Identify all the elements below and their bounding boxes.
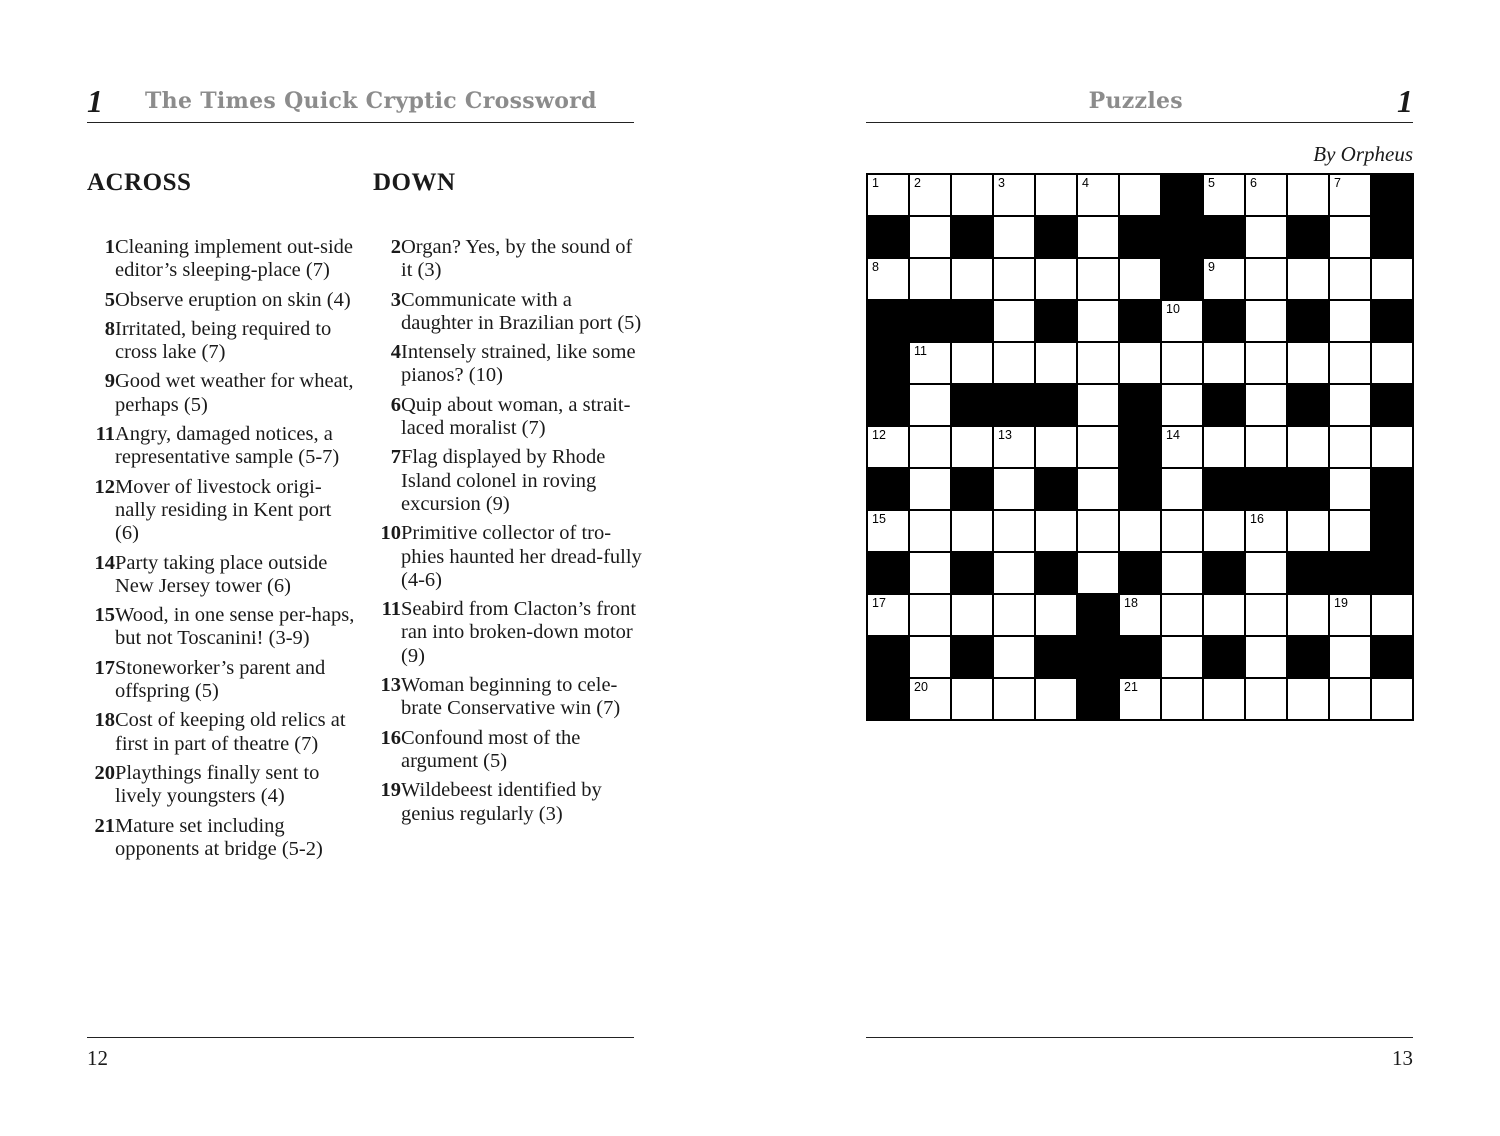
grid-cell[interactable] [994,511,1034,551]
grid-cell[interactable] [1372,427,1412,467]
grid-cell[interactable] [910,469,950,509]
grid-cell[interactable] [910,637,950,677]
grid-cell[interactable] [952,511,992,551]
grid-cell[interactable] [1036,343,1076,383]
grid-cell[interactable] [1246,385,1286,425]
clue-text: Good wet weather for wheat, perhaps (5) [115,370,354,416]
grid-cell[interactable] [1120,511,1160,551]
cell-number: 17 [872,596,886,610]
puzzle-number: 1 [87,83,103,119]
grid-cell[interactable] [1162,595,1202,635]
clue-text: Woman beginning to cele-brate Conservative win (7) [401,674,621,720]
clue-text: Quip about woman, a strait-laced moralist (7) [401,393,631,440]
clue-number: 14 [94,551,115,574]
down-clue [373,394,643,441]
black-square [868,301,908,341]
clue-text: Wood, in one sense per-haps, but not Toscanini! (3-9) [115,604,355,650]
clue-number: 1 [104,236,115,258]
cell-number: 16 [1250,512,1264,526]
cell-number: 2 [914,176,921,190]
down-clue [373,341,643,388]
grid-cell[interactable] [1246,301,1286,341]
grid-cell[interactable] [1204,595,1244,635]
black-square [1288,469,1328,509]
across-clue [87,370,357,417]
across-heading: ACROSS [87,169,192,196]
clue-number: 11 [381,598,401,621]
grid-cell[interactable] [1330,595,1370,635]
grid-cell[interactable] [1162,679,1202,719]
across-clue [87,604,357,651]
grid-cell[interactable] [1078,385,1118,425]
grid-cell[interactable] [910,427,950,467]
crossword-grid [866,173,1414,721]
grid-cell[interactable] [1162,343,1202,383]
grid-cell[interactable] [868,259,908,299]
clue-number: 4 [390,341,401,364]
grid-cell[interactable] [1330,175,1370,215]
across-clue [87,709,357,756]
across-clue [87,236,357,283]
grid-cell[interactable] [1330,343,1370,383]
grid-cell[interactable] [1372,343,1412,383]
black-square [952,637,992,677]
down-clues-column [373,168,643,832]
cell-number: 21 [1124,680,1138,694]
black-square [1162,259,1202,299]
clue-text: Mature set including opponents at bridge (5-2) [115,814,323,860]
grid-cell[interactable] [1288,175,1328,215]
cell-number: 14 [1166,428,1180,442]
grid-cell[interactable] [1078,427,1118,467]
black-square [1120,469,1160,509]
clue-number: 7 [390,446,401,469]
down-clue [373,674,643,721]
grid-cell[interactable] [994,259,1034,299]
cell-number: 11 [914,344,927,358]
across-clues-column [87,168,357,867]
clue-number: 3 [390,288,401,311]
across-clue [87,289,357,312]
clue-number: 5 [104,288,115,311]
black-square [952,553,992,593]
down-heading: DOWN [373,169,456,196]
black-square [1036,553,1076,593]
black-square [952,469,992,509]
black-square [1288,553,1328,593]
grid-cell[interactable] [1078,469,1118,509]
clue-number: 10 [380,522,401,545]
grid-cell[interactable] [1120,175,1160,215]
across-clue [87,318,357,365]
down-clue-list [373,236,643,826]
grid-cell[interactable] [868,175,908,215]
grid-cell[interactable] [1036,427,1076,467]
grid-cell[interactable] [910,553,950,593]
black-square [1288,385,1328,425]
grid-cell[interactable] [994,469,1034,509]
grid-cell[interactable] [994,217,1034,257]
grid-cell[interactable] [1078,343,1118,383]
clue-number: 20 [94,761,115,784]
grid-cell[interactable] [952,427,992,467]
cell-number: 15 [872,512,886,526]
grid-cell[interactable] [952,679,992,719]
black-square [1204,217,1244,257]
clue-text: Irritated, being required to cross lake (7) [115,317,332,364]
crossword-grid-cells [866,173,1414,721]
cell-number: 3 [998,176,1005,190]
grid-cell[interactable] [868,427,908,467]
grid-cell[interactable] [1246,427,1286,467]
clue-number: 15 [94,604,115,627]
grid-cell[interactable] [1330,511,1370,551]
grid-cell[interactable] [1246,343,1286,383]
grid-cell[interactable] [910,511,950,551]
grid-cell[interactable] [1288,679,1328,719]
across-clue-list [87,236,357,861]
grid-cell[interactable] [910,259,950,299]
grid-cell[interactable] [1246,595,1286,635]
footer-divider [87,1037,634,1038]
black-square [1204,637,1244,677]
black-square [868,679,908,719]
black-square [1288,217,1328,257]
down-clue [373,522,643,592]
down-clue [373,727,643,774]
grid-cell[interactable] [910,217,950,257]
grid-cell[interactable] [994,679,1034,719]
down-clue [373,598,643,668]
grid-cell[interactable] [1036,175,1076,215]
cell-number: 12 [872,428,886,442]
grid-cell[interactable] [994,553,1034,593]
grid-cell[interactable] [1288,511,1328,551]
grid-cell[interactable] [952,595,992,635]
clue-text: Angry, damaged notices, a representative sample (5-7) [115,423,340,469]
black-square [1204,469,1244,509]
black-square [1078,679,1118,719]
black-square [1288,637,1328,677]
black-square [1162,217,1202,257]
grid-cell[interactable] [1288,595,1328,635]
grid-cell[interactable] [1204,679,1244,719]
black-square [1372,385,1412,425]
grid-cell[interactable] [1372,259,1412,299]
black-square [1036,637,1076,677]
grid-cell[interactable] [1162,511,1202,551]
grid-cell[interactable] [1372,595,1412,635]
clue-text: Wildebeest identified by genius regularly (3) [401,779,602,825]
cell-number: 10 [1166,302,1180,316]
grid-cell[interactable] [1120,679,1160,719]
grid-cell[interactable] [1288,259,1328,299]
byline: By Orpheus [1313,142,1413,166]
grid-cell[interactable] [1162,469,1202,509]
clue-text: Intensely strained, like some pianos? (10) [401,341,636,387]
clue-number: 8 [104,317,115,340]
grid-cell[interactable] [1036,511,1076,551]
clue-text: Party taking place outside New Jersey tower (6) [115,551,328,597]
grid-cell[interactable] [1246,637,1286,677]
black-square [1204,301,1244,341]
grid-cell[interactable] [1246,511,1286,551]
down-clue [373,236,643,283]
black-square [952,301,992,341]
grid-cell[interactable] [1330,301,1370,341]
cell-number: 7 [1334,176,1341,190]
right-page-header [866,82,1413,123]
black-square [1078,637,1118,677]
across-clue [87,657,357,704]
grid-cell[interactable] [1036,259,1076,299]
cell-number: 18 [1124,596,1138,610]
grid-cell[interactable] [1078,553,1118,593]
cell-number: 5 [1208,176,1215,190]
footer-divider [866,1037,1413,1038]
black-square [868,637,908,677]
page-number: 13 [1392,1046,1413,1070]
cell-number: 6 [1250,176,1257,190]
header-title: The Times Quick Cryptic Crossword [145,88,597,114]
left-page-header [87,82,634,123]
black-square [868,343,908,383]
black-square [952,217,992,257]
across-clue [87,552,357,599]
black-square [1120,427,1160,467]
black-square [994,385,1034,425]
grid-cell[interactable] [1204,175,1244,215]
grid-cell[interactable] [1246,679,1286,719]
cell-number: 20 [914,680,928,694]
black-square [1372,469,1412,509]
black-square [868,469,908,509]
cell-number: 8 [872,260,879,274]
down-clue [373,446,643,516]
black-square [1330,553,1370,593]
black-square [1078,595,1118,635]
black-square [1372,301,1412,341]
across-clue [87,423,357,470]
puzzle-number: 1 [1397,83,1413,119]
black-square [952,385,992,425]
black-square [1120,553,1160,593]
down-clue [373,289,643,336]
grid-cell[interactable] [1162,301,1202,341]
grid-cell[interactable] [1120,259,1160,299]
clue-text: Cost of keeping old relics at first in part of theatre (7) [115,709,346,755]
right-page [750,0,1500,1136]
black-square [1120,385,1160,425]
grid-cell[interactable] [1078,301,1118,341]
grid-cell[interactable] [1162,427,1202,467]
clue-number: 9 [104,370,115,393]
clue-number: 16 [380,726,401,749]
grid-cell[interactable] [1372,679,1412,719]
down-clue [373,779,643,826]
clue-number: 6 [390,393,401,416]
clue-number: 11 [95,423,115,446]
black-square [1036,469,1076,509]
black-square [868,217,908,257]
black-square [1246,469,1286,509]
grid-cell[interactable] [1078,217,1118,257]
grid-cell[interactable] [1204,259,1244,299]
black-square [1372,511,1412,551]
clue-text: Primitive collector of tro-phies haunted her dread-fully (4-6) [401,522,642,591]
grid-cell[interactable] [1288,343,1328,383]
clue-number: 13 [380,674,401,697]
cell-number: 19 [1334,596,1348,610]
black-square [1372,175,1412,215]
grid-cell[interactable] [1330,385,1370,425]
grid-cell[interactable] [1246,217,1286,257]
grid-cell[interactable] [1036,679,1076,719]
black-square [1204,553,1244,593]
grid-cell[interactable] [1330,217,1370,257]
grid-cell[interactable] [1288,427,1328,467]
clue-number: 12 [94,475,115,498]
grid-cell[interactable] [1246,259,1286,299]
black-square [1120,217,1160,257]
grid-cell[interactable] [1330,259,1370,299]
grid-cell[interactable] [1036,595,1076,635]
cell-number: 13 [998,428,1012,442]
black-square [1120,637,1160,677]
header-title: Puzzles [1088,88,1183,114]
grid-cell[interactable] [1078,175,1118,215]
clue-number: 18 [94,709,115,732]
black-square [1372,637,1412,677]
grid-cell[interactable] [1246,553,1286,593]
clue-text: Flag displayed by Rhode Island colonel in roving excursion (9) [401,446,606,515]
clue-text: Mover of livestock origi-nally residing in Kent port (6) [115,475,332,545]
clue-number: 17 [94,656,115,679]
grid-cell[interactable] [910,595,950,635]
grid-cell[interactable] [1330,469,1370,509]
grid-cell[interactable] [910,679,950,719]
grid-cell[interactable] [868,595,908,635]
grid-cell[interactable] [1246,175,1286,215]
grid-cell[interactable] [1330,427,1370,467]
clue-text: Seabird from Clacton’s front ran into broken-down motor (9) [401,598,637,667]
grid-cell[interactable] [1120,343,1160,383]
black-square [1372,553,1412,593]
grid-cell[interactable] [1120,595,1160,635]
clue-text: Stoneworker’s parent and offspring (5) [115,656,326,703]
clue-number: 2 [390,236,401,258]
black-square [1036,385,1076,425]
black-square [1120,301,1160,341]
black-square [1036,301,1076,341]
clue-text: Cleaning implement out-side editor’s sleeping-place (7) [115,236,353,282]
grid-cell[interactable] [1078,259,1118,299]
clue-text: Playthings finally sent to lively youngsters (4) [115,761,320,808]
cell-number: 9 [1208,260,1215,274]
black-square [910,301,950,341]
black-square [1204,385,1244,425]
clue-number: 21 [94,814,115,837]
grid-cell[interactable] [952,259,992,299]
across-clue [87,476,357,546]
grid-cell[interactable] [994,427,1034,467]
grid-cell[interactable] [994,175,1034,215]
grid-cell[interactable] [994,595,1034,635]
black-square [868,385,908,425]
grid-cell[interactable] [1330,679,1370,719]
grid-cell[interactable] [994,637,1034,677]
grid-cell[interactable] [910,385,950,425]
clue-text: Organ? Yes, by the sound of it (3) [401,236,633,282]
clue-text: Confound most of the argument (5) [401,726,581,772]
across-clue [87,762,357,809]
black-square [1372,217,1412,257]
grid-cell[interactable] [952,175,992,215]
grid-cell[interactable] [910,175,950,215]
page-number: 12 [87,1046,108,1070]
cell-number: 1 [872,176,879,190]
across-clue [87,815,357,862]
grid-cell[interactable] [868,511,908,551]
grid-cell[interactable] [994,301,1034,341]
grid-cell[interactable] [994,343,1034,383]
grid-cell[interactable] [952,343,992,383]
grid-cell[interactable] [1162,553,1202,593]
clue-number: 19 [380,779,401,802]
grid-cell[interactable] [1078,511,1118,551]
grid-cell[interactable] [1204,427,1244,467]
grid-cell[interactable] [1204,343,1244,383]
clue-text: Communicate with a daughter in Brazilian port (5) [401,288,642,334]
black-square [868,553,908,593]
black-square [1036,217,1076,257]
grid-cell[interactable] [1204,511,1244,551]
grid-cell[interactable] [1162,637,1202,677]
grid-cell[interactable] [910,343,950,383]
black-square [1162,175,1202,215]
cell-number: 4 [1082,176,1089,190]
grid-cell[interactable] [1162,385,1202,425]
black-square [1288,301,1328,341]
clue-text: Observe eruption on skin (4) [115,288,351,311]
grid-cell[interactable] [1330,637,1370,677]
